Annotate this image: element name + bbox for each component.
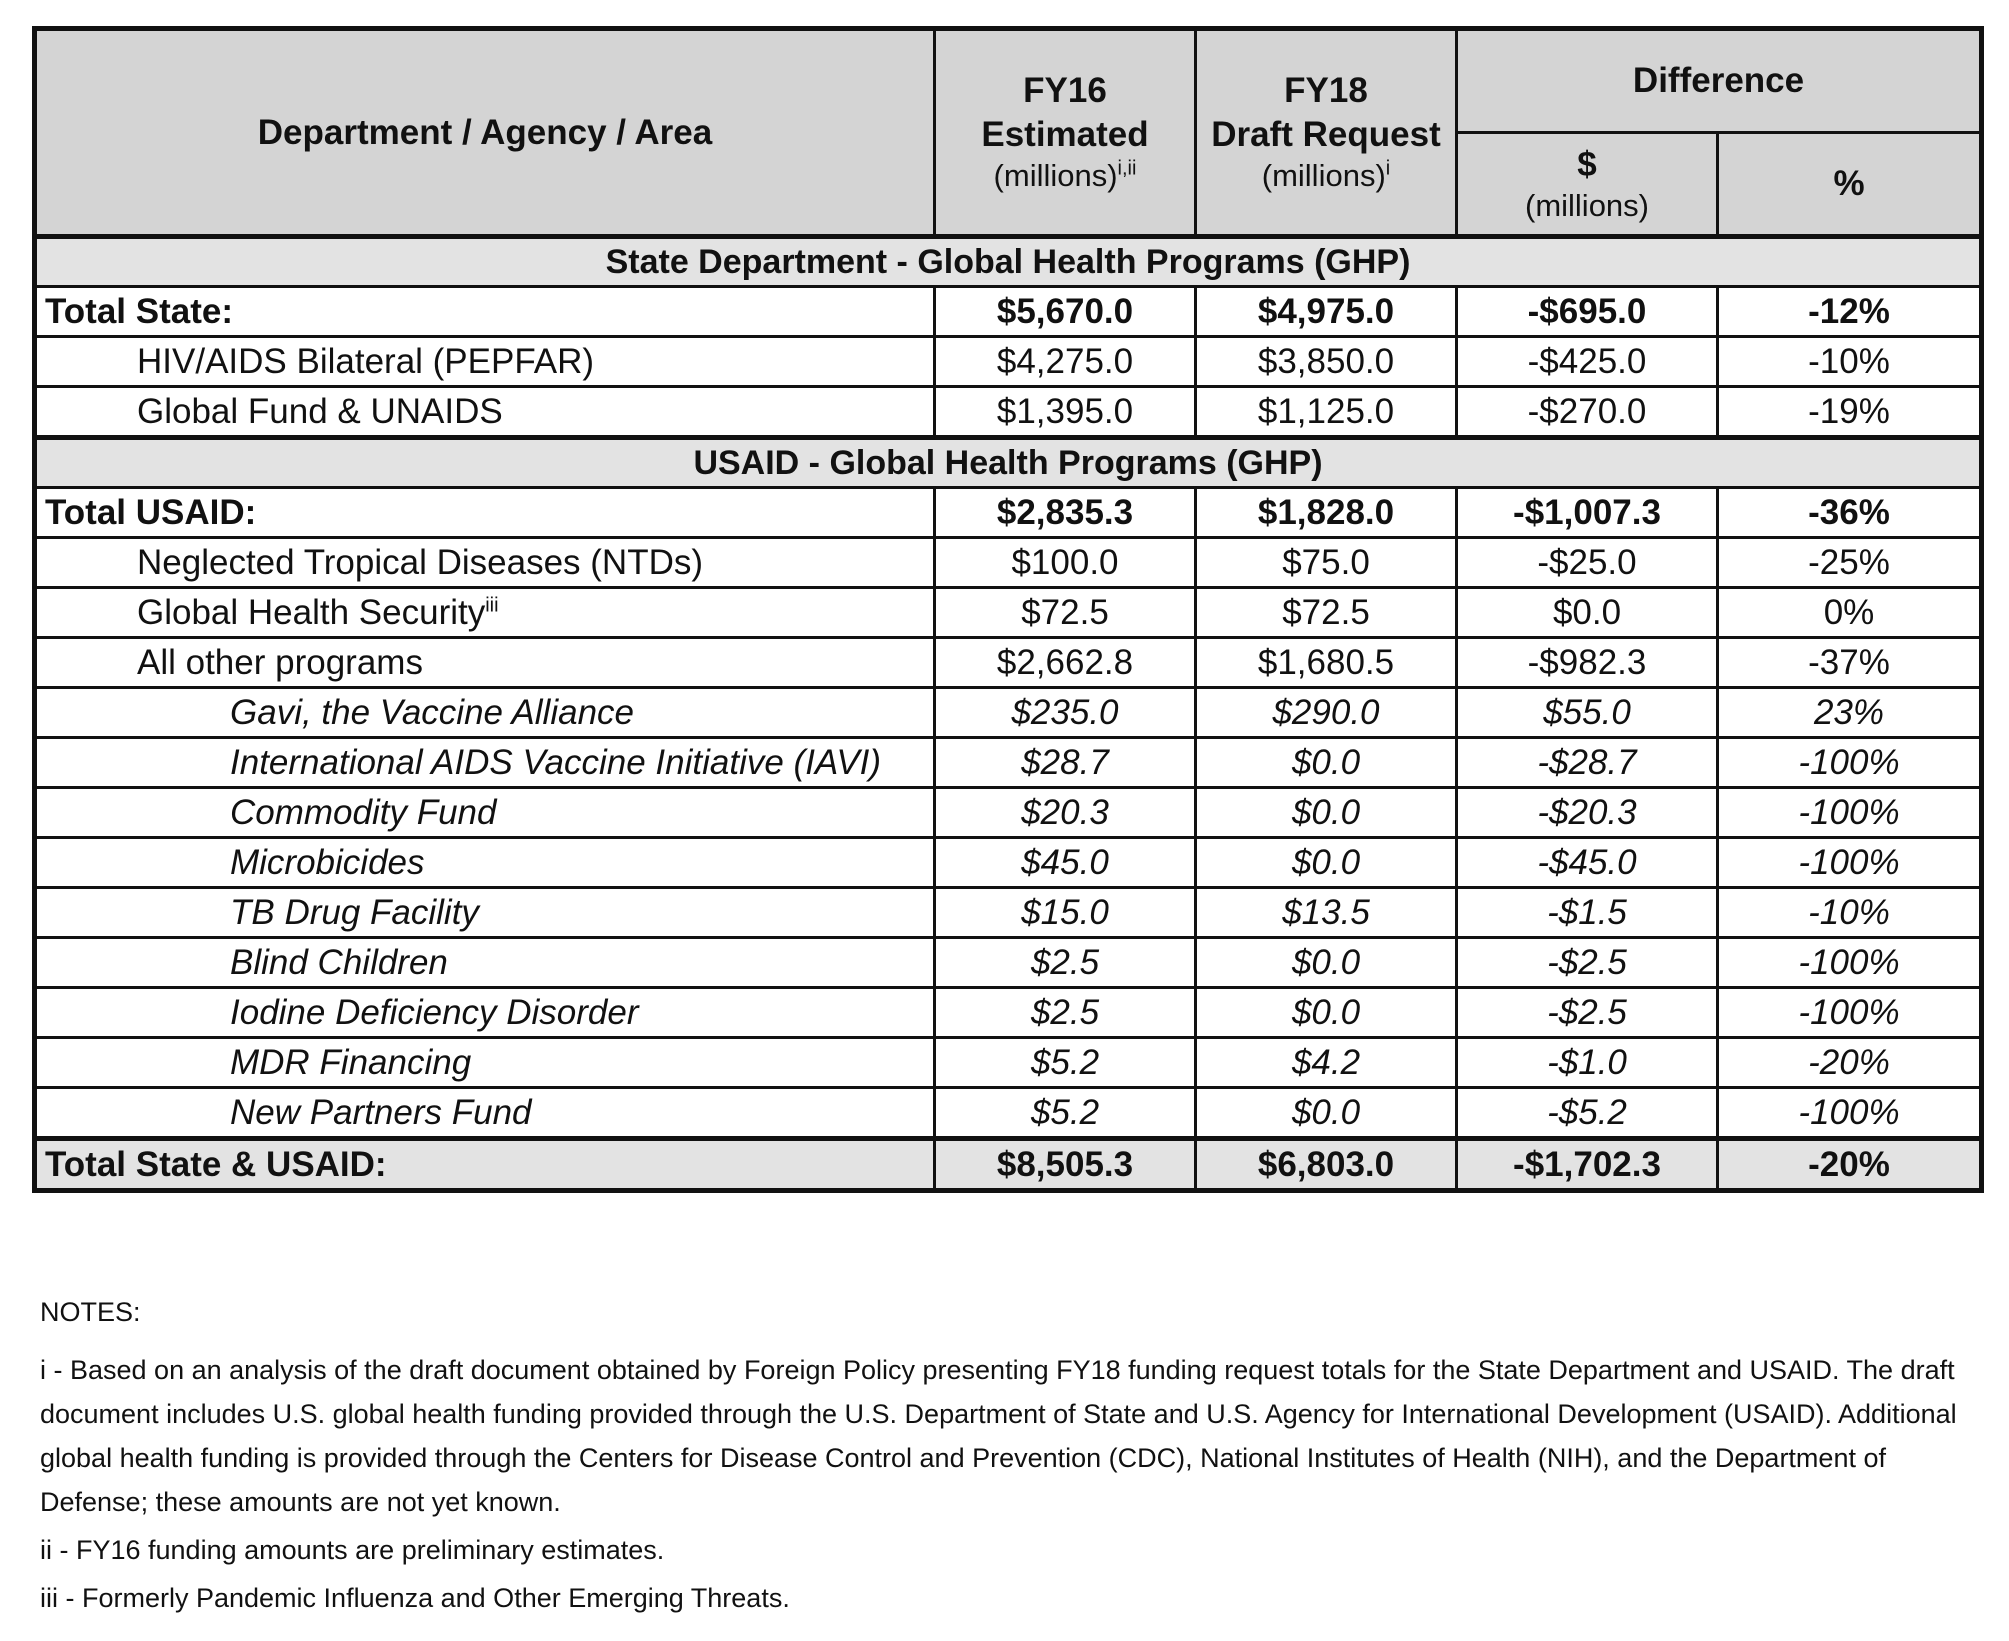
- cell-fy18: $0.0: [1196, 838, 1457, 888]
- row-label: Global Health Security$^{iii}$: [35, 588, 935, 638]
- row-label: All other programs: [35, 638, 935, 688]
- table-row: [35, 1038, 1982, 1088]
- footnote-marker: iii: [485, 593, 499, 616]
- cell-fy18: $4,975.0: [1196, 287, 1457, 337]
- cell-diff: -$1,702.3: [1457, 1139, 1718, 1191]
- notes-section: [40, 1290, 1970, 1624]
- table-row: [35, 688, 1982, 738]
- row-label: Blind Children: [35, 938, 935, 988]
- cell-fy18: $0.0: [1196, 788, 1457, 838]
- cell-diff: -$1,007.3: [1457, 488, 1718, 538]
- cell-diff: -$1.0: [1457, 1038, 1718, 1088]
- header-fy18-subtitle: Draft Request: [1211, 115, 1441, 155]
- cell-diff: $0.0: [1457, 588, 1718, 638]
- footnote-marker: i: [1385, 157, 1391, 180]
- header-diff-dollar-unit: (millions): [1525, 187, 1649, 223]
- row-label: Microbicides: [35, 838, 935, 888]
- header-fy16-title: FY16: [1023, 71, 1107, 111]
- table-row: [35, 638, 1982, 688]
- table-row: [35, 938, 1982, 988]
- header-fy18: [1196, 29, 1457, 237]
- section-header-state: [35, 237, 1982, 287]
- table-row-grand-total: [35, 1139, 1982, 1191]
- header-fy18-unit: (millions)$^i$: [1261, 157, 1391, 193]
- cell-pct: -10%: [1718, 888, 1982, 938]
- cell-pct: -100%: [1718, 788, 1982, 838]
- header-fy16-subtitle: Estimated: [981, 115, 1149, 155]
- cell-diff: -$45.0: [1457, 838, 1718, 888]
- cell-diff: -$20.3: [1457, 788, 1718, 838]
- cell-fy16: $45.0: [935, 838, 1196, 888]
- table-row: [35, 337, 1982, 387]
- cell-fy18: $0.0: [1196, 1088, 1457, 1139]
- table-row: [35, 788, 1982, 838]
- cell-diff: -$695.0: [1457, 287, 1718, 337]
- cell-diff: -$425.0: [1457, 337, 1718, 387]
- table-row: [35, 988, 1982, 1038]
- cell-pct: -100%: [1718, 738, 1982, 788]
- header-department: Department / Agency / Area: [35, 29, 935, 237]
- header-fy16-unit: (millions)$^{i,ii}$: [993, 157, 1137, 193]
- cell-diff: -$270.0: [1457, 387, 1718, 438]
- cell-fy16: $1,395.0: [935, 387, 1196, 438]
- cell-diff: -$5.2: [1457, 1088, 1718, 1139]
- cell-fy18: $1,828.0: [1196, 488, 1457, 538]
- row-label: HIV/AIDS Bilateral (PEPFAR): [35, 337, 935, 387]
- cell-fy18: $290.0: [1196, 688, 1457, 738]
- funding-table-container: [32, 26, 1979, 1193]
- cell-fy16: $72.5: [935, 588, 1196, 638]
- footnote-marker: i,ii: [1117, 157, 1137, 180]
- cell-fy18: $6,803.0: [1196, 1139, 1457, 1191]
- row-label: MDR Financing: [35, 1038, 935, 1088]
- cell-fy18: $0.0: [1196, 738, 1457, 788]
- cell-pct: -100%: [1718, 988, 1982, 1038]
- table-row: [35, 538, 1982, 588]
- cell-pct: -100%: [1718, 938, 1982, 988]
- cell-pct: 23%: [1718, 688, 1982, 738]
- cell-pct: -20%: [1718, 1038, 1982, 1088]
- cell-pct: -100%: [1718, 838, 1982, 888]
- row-label: Global Fund & UNAIDS: [35, 387, 935, 438]
- cell-pct: -20%: [1718, 1139, 1982, 1191]
- note-item: ii - FY16 funding amounts are preliminary estimates.: [40, 1535, 665, 1565]
- cell-diff: -$2.5: [1457, 938, 1718, 988]
- cell-fy18: $1,680.5: [1196, 638, 1457, 688]
- note-item: iii - Formerly Pandemic Influenza and Other Emerging Threats.: [40, 1583, 790, 1613]
- table-row: [35, 888, 1982, 938]
- row-label: Total USAID:: [35, 488, 935, 538]
- cell-pct: -36%: [1718, 488, 1982, 538]
- cell-fy16: $28.7: [935, 738, 1196, 788]
- table-row: [35, 588, 1982, 638]
- notes-heading: NOTES:: [40, 1297, 141, 1327]
- cell-fy16: $5.2: [935, 1038, 1196, 1088]
- cell-pct: -19%: [1718, 387, 1982, 438]
- table-row: [35, 1088, 1982, 1139]
- row-label: Iodine Deficiency Disorder: [35, 988, 935, 1038]
- row-label: Neglected Tropical Diseases (NTDs): [35, 538, 935, 588]
- cell-pct: -12%: [1718, 287, 1982, 337]
- cell-diff: -$1.5: [1457, 888, 1718, 938]
- cell-fy16: $15.0: [935, 888, 1196, 938]
- cell-pct: -100%: [1718, 1088, 1982, 1139]
- row-label: Total State:: [35, 287, 935, 337]
- header-difference: Difference: [1457, 29, 1982, 133]
- header-fy16: [935, 29, 1196, 237]
- header-fy18-title: FY18: [1284, 71, 1368, 111]
- section-title: USAID - Global Health Programs (GHP): [35, 438, 1982, 488]
- cell-fy18: $1,125.0: [1196, 387, 1457, 438]
- cell-pct: -10%: [1718, 337, 1982, 387]
- section-title: State Department - Global Health Programs (GHP): [35, 237, 1982, 287]
- cell-fy16: $4,275.0: [935, 337, 1196, 387]
- cell-pct: 0%: [1718, 588, 1982, 638]
- table-row: [35, 838, 1982, 888]
- cell-fy16: $100.0: [935, 538, 1196, 588]
- table-row-total-usaid: [35, 488, 1982, 538]
- cell-fy16: $2.5: [935, 988, 1196, 1038]
- cell-fy16: $5,670.0: [935, 287, 1196, 337]
- table-row: [35, 387, 1982, 438]
- cell-fy18: $72.5: [1196, 588, 1457, 638]
- cell-diff: -$25.0: [1457, 538, 1718, 588]
- cell-fy16: $235.0: [935, 688, 1196, 738]
- note-item: i - Based on an analysis of the draft document obtained by Foreign Policy presenting FY18 funding request totals for the State Department and USAID. The draft document includes U.S. global health funding provided through the U.S. Department of State and U.S. Agency for International Development (USAID). Additional global health funding is provided through the Centers for Disease Control and Prevention (CDC), National Institutes of Health (NIH), and the Department of Defense; these amounts are not yet known.: [40, 1355, 1957, 1517]
- cell-fy18: $0.0: [1196, 938, 1457, 988]
- cell-fy18: $4.2: [1196, 1038, 1457, 1088]
- cell-fy18: $0.0: [1196, 988, 1457, 1038]
- row-label: Gavi, the Vaccine Alliance: [35, 688, 935, 738]
- cell-diff: -$982.3: [1457, 638, 1718, 688]
- row-label: TB Drug Facility: [35, 888, 935, 938]
- header-diff-dollar: $ (millions): [1457, 133, 1718, 237]
- row-label: Total State & USAID:: [35, 1139, 935, 1191]
- cell-pct: -25%: [1718, 538, 1982, 588]
- cell-diff: -$2.5: [1457, 988, 1718, 1038]
- cell-fy16: $5.2: [935, 1088, 1196, 1139]
- cell-fy18: $13.5: [1196, 888, 1457, 938]
- cell-diff: -$28.7: [1457, 738, 1718, 788]
- cell-pct: -37%: [1718, 638, 1982, 688]
- cell-fy18: $75.0: [1196, 538, 1457, 588]
- table-row: [35, 738, 1982, 788]
- row-label: Commodity Fund: [35, 788, 935, 838]
- cell-fy16: $20.3: [935, 788, 1196, 838]
- cell-fy16: $2.5: [935, 938, 1196, 988]
- header-diff-pct: %: [1718, 133, 1982, 237]
- section-header-usaid: [35, 438, 1982, 488]
- cell-fy16: $2,835.3: [935, 488, 1196, 538]
- cell-diff: $55.0: [1457, 688, 1718, 738]
- cell-fy18: $3,850.0: [1196, 337, 1457, 387]
- funding-table: [32, 26, 1984, 1193]
- cell-fy16: $2,662.8: [935, 638, 1196, 688]
- row-label: New Partners Fund: [35, 1088, 935, 1139]
- row-label: International AIDS Vaccine Initiative (IAVI): [35, 738, 935, 788]
- table-row-total-state: [35, 287, 1982, 337]
- cell-fy16: $8,505.3: [935, 1139, 1196, 1191]
